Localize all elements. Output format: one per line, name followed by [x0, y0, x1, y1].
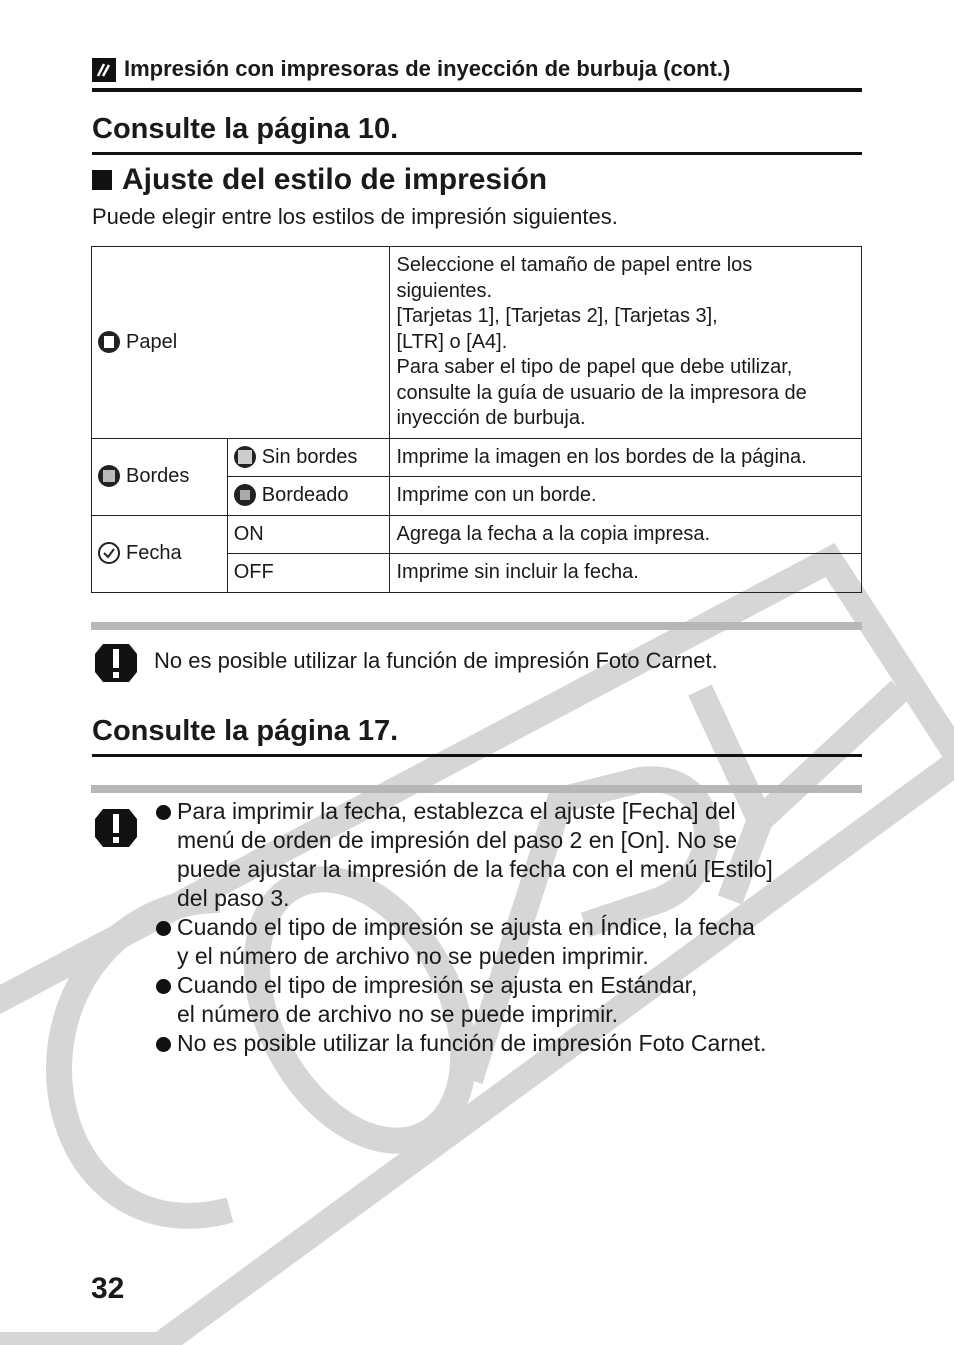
borderless-desc: Imprime la imagen en los bordes de la página. — [390, 438, 862, 477]
papel-desc-line: inyección de burbuja. — [396, 407, 586, 429]
print-style-table — [91, 246, 862, 593]
print-style-title: Ajuste del estilo de impresión — [122, 163, 548, 196]
list-line: del paso 3. — [177, 885, 290, 911]
caution-icon — [95, 640, 137, 691]
date-off-option: OFF — [227, 554, 390, 593]
list-item — [154, 913, 854, 971]
bordered-icon — [234, 484, 256, 506]
print-style-intro: Puede elegir entre los estilos de impresión siguientes. — [92, 204, 618, 229]
list-item — [154, 1029, 854, 1058]
paper-icon — [98, 331, 120, 353]
list-line: y el número de archivo no se pueden imprimir. — [177, 943, 649, 969]
borderless-label: Sin bordes — [261, 445, 358, 468]
square-bullet-icon — [92, 170, 112, 190]
date-off-desc: Imprime sin incluir la fecha. — [390, 554, 862, 593]
note-foto-carnet: No es posible utilizar la función de impresión Foto Carnet. — [154, 648, 718, 673]
section-heading-page-17: Consulte la página 17. — [92, 714, 862, 757]
bordes-cell — [92, 438, 228, 515]
direct-print-icon — [92, 58, 116, 82]
list-line: No es posible utilizar la función de impresión Foto Carnet. — [177, 1030, 767, 1056]
bordered-label: Bordeado — [261, 484, 349, 506]
papel-desc-line: [Tarjetas 1], [Tarjetas 2], [Tarjetas 3], — [396, 305, 718, 327]
fecha-cell — [92, 515, 228, 592]
list-line: el número de archivo no se puede imprimir. — [177, 1001, 619, 1027]
running-header-title: Impresión con impresoras de inyección de burbuja (cont.) — [124, 56, 731, 81]
papel-desc-line: Para saber el tipo de papel que debe utilizar, — [396, 356, 793, 378]
bordes-label: Bordes — [126, 464, 190, 487]
running-header — [92, 54, 862, 92]
papel-label: Papel — [126, 330, 178, 353]
list-line: puede ajustar la impresión de la fecha con el menú [Estilo] — [177, 856, 773, 882]
list-line: Para imprimir la fecha, establezca el ajuste [Fecha] del — [177, 798, 736, 824]
papel-cell — [92, 247, 390, 439]
notes-list — [154, 797, 854, 1058]
bordered-option — [227, 477, 390, 516]
papel-desc — [390, 247, 862, 439]
date-on-desc: Agrega la fecha a la copia impresa. — [390, 515, 862, 554]
caution-icon — [95, 805, 137, 856]
bordered-desc: Imprime con un borde. — [390, 477, 862, 516]
table-row — [92, 438, 862, 477]
list-line: Cuando el tipo de impresión se ajusta en Índice, la fecha — [177, 914, 755, 940]
borders-icon — [98, 465, 120, 487]
borderless-option — [227, 438, 390, 477]
date-on-option: ON — [227, 515, 390, 554]
papel-desc-line: consulte la guía de usuario de la impresora de — [396, 381, 807, 404]
note-divider — [91, 622, 862, 630]
borderless-icon — [234, 446, 256, 468]
papel-desc-line: siguientes. — [396, 279, 493, 302]
list-item — [154, 971, 854, 1029]
list-line: Cuando el tipo de impresión se ajusta en Estándar, — [177, 972, 698, 998]
papel-desc-line: [LTR] o [A4]. — [396, 330, 508, 353]
section-heading-page-10: Consulte la página 10. — [92, 112, 862, 155]
table-row — [92, 515, 862, 554]
fecha-label: Fecha — [126, 541, 182, 564]
print-style-heading — [92, 162, 547, 198]
page-number: 32 — [91, 1272, 125, 1305]
date-icon — [98, 542, 120, 564]
papel-desc-line: Seleccione el tamaño de papel entre los — [396, 254, 753, 276]
note-divider — [91, 785, 862, 793]
list-item — [154, 797, 854, 913]
list-line: menú de orden de impresión del paso 2 en [On]. No se — [177, 827, 738, 853]
table-row — [92, 247, 862, 439]
